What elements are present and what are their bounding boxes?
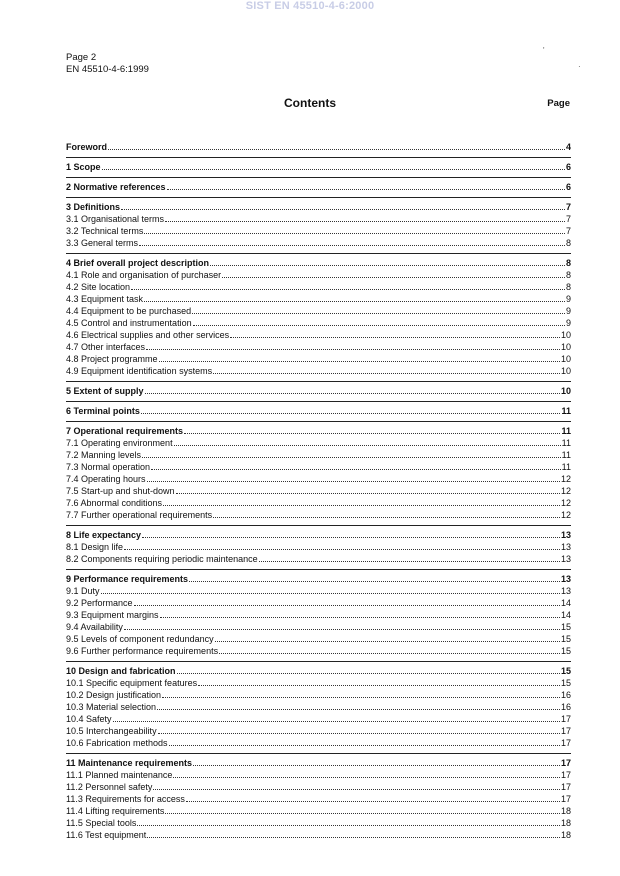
toc-entry-label: 3.3 General terms bbox=[66, 238, 139, 248]
toc-entry[interactable] bbox=[66, 541, 571, 553]
toc-entry-label: 10.5 Interchangeability bbox=[66, 726, 157, 736]
toc-entry-page: 11 bbox=[561, 462, 571, 472]
page-column-label: Page bbox=[547, 98, 570, 109]
toc-section bbox=[66, 138, 571, 157]
toc-entry-page: 10 bbox=[560, 354, 571, 364]
toc-entry-page: 12 bbox=[560, 498, 571, 508]
toc-section bbox=[66, 661, 571, 753]
dot-leader bbox=[165, 220, 565, 222]
toc-entry-label: 7.3 Normal operation bbox=[66, 462, 151, 472]
toc-section bbox=[66, 177, 571, 197]
toc-entry-page: 12 bbox=[560, 486, 571, 496]
toc-entry-label: 8 Life expectancy bbox=[66, 530, 142, 540]
toc-entry-page: 8 bbox=[565, 270, 571, 280]
toc-entry[interactable] bbox=[66, 621, 571, 633]
toc-entry-label: 3.1 Organisational terms bbox=[66, 214, 165, 224]
toc-entry[interactable] bbox=[66, 213, 571, 225]
scan-mark: · bbox=[578, 62, 581, 71]
dot-leader bbox=[210, 264, 565, 266]
toc-entry[interactable] bbox=[66, 509, 571, 521]
toc-entry-page: 17 bbox=[560, 726, 571, 736]
toc-entry-page: 14 bbox=[560, 610, 571, 620]
dot-leader bbox=[124, 548, 560, 550]
toc-entry-page: 7 bbox=[565, 214, 571, 224]
toc-heading[interactable] bbox=[66, 141, 571, 153]
toc-entry-page: 13 bbox=[560, 554, 571, 564]
toc-section bbox=[66, 157, 571, 177]
toc-entry-page: 6 bbox=[565, 162, 571, 172]
toc-entry-label: 9 Performance requirements bbox=[66, 574, 189, 584]
toc-entry-label: 7.7 Further operational requirements bbox=[66, 510, 213, 520]
dot-leader bbox=[198, 684, 560, 686]
dot-leader bbox=[102, 168, 565, 170]
dot-leader bbox=[215, 640, 560, 642]
dot-leader bbox=[192, 312, 565, 314]
toc-section bbox=[66, 753, 571, 845]
toc-entry-label: 9.1 Duty bbox=[66, 586, 100, 596]
toc-entry-label: 11.6 Test equipment bbox=[66, 830, 147, 840]
toc-entry[interactable] bbox=[66, 553, 571, 565]
toc-entry-page: 16 bbox=[560, 690, 571, 700]
toc-entry-label: 9.4 Availability bbox=[66, 622, 123, 632]
toc-heading[interactable] bbox=[66, 665, 571, 677]
toc-entry-label: 11.4 Lifting requirements bbox=[66, 806, 165, 816]
dot-leader bbox=[147, 836, 560, 838]
dot-leader bbox=[144, 300, 565, 302]
dot-leader bbox=[169, 744, 560, 746]
toc-heading[interactable] bbox=[66, 757, 571, 769]
toc-entry[interactable] bbox=[66, 225, 571, 237]
dot-leader bbox=[160, 616, 560, 618]
toc-entry-label: 11.3 Requirements for access bbox=[66, 794, 185, 804]
toc-entry[interactable] bbox=[66, 461, 571, 473]
toc-entry[interactable] bbox=[66, 817, 571, 829]
toc-entry-page: 9 bbox=[565, 318, 571, 328]
toc-entry-label: 7.4 Operating hours bbox=[66, 474, 146, 484]
toc-entry-label: 4.4 Equipment to be purchased bbox=[66, 306, 192, 316]
dot-leader bbox=[173, 776, 560, 778]
dot-leader bbox=[124, 628, 560, 630]
toc-entry[interactable] bbox=[66, 497, 571, 509]
toc-entry-label: 10.1 Specific equipment features bbox=[66, 678, 198, 688]
table-of-contents bbox=[66, 138, 571, 845]
page-number: Page 2 bbox=[66, 52, 97, 63]
dot-leader bbox=[177, 672, 560, 674]
toc-entry-label: 4.5 Control and instrumentation bbox=[66, 318, 192, 328]
toc-entry-page: 17 bbox=[560, 758, 571, 768]
toc-entry-label: 7.1 Operating environment bbox=[66, 438, 173, 448]
dot-leader bbox=[159, 360, 560, 362]
toc-entry-label: 1 Scope bbox=[66, 162, 101, 172]
toc-entry-label: 9.3 Equipment margins bbox=[66, 610, 159, 620]
toc-entry-page: 15 bbox=[560, 678, 571, 688]
toc-entry-page: 17 bbox=[560, 770, 571, 780]
toc-entry-label: 7.6 Abnormal conditions bbox=[66, 498, 163, 508]
toc-entry-label: 5 Extent of supply bbox=[66, 386, 144, 396]
dot-leader bbox=[158, 732, 560, 734]
toc-entry-page: 6 bbox=[565, 182, 571, 192]
toc-entry-label: 11.5 Special tools bbox=[66, 818, 137, 828]
dot-leader bbox=[213, 516, 560, 518]
toc-section bbox=[66, 253, 571, 381]
dot-leader bbox=[131, 288, 565, 290]
scan-mark: ' bbox=[543, 46, 545, 55]
toc-entry-label: 10.3 Material selection bbox=[66, 702, 157, 712]
dot-leader bbox=[144, 232, 565, 234]
dot-leader bbox=[145, 392, 560, 394]
toc-entry-page: 10 bbox=[560, 366, 571, 376]
toc-entry[interactable] bbox=[66, 677, 571, 689]
toc-entry-page: 9 bbox=[565, 306, 571, 316]
dot-leader bbox=[167, 188, 565, 190]
toc-entry[interactable] bbox=[66, 725, 571, 737]
toc-entry-page: 17 bbox=[560, 782, 571, 792]
dot-leader bbox=[153, 788, 560, 790]
toc-heading[interactable] bbox=[66, 385, 571, 397]
toc-entry-page: 16 bbox=[560, 702, 571, 712]
toc-entry-page: 17 bbox=[560, 794, 571, 804]
toc-entry-label: 9.5 Levels of component redundancy bbox=[66, 634, 214, 644]
standard-id: EN 45510-4-6:1999 bbox=[66, 64, 149, 75]
toc-entry-page: 12 bbox=[560, 474, 571, 484]
toc-entry-label: 11 Maintenance requirements bbox=[66, 758, 193, 768]
toc-entry-page: 7 bbox=[565, 226, 571, 236]
toc-entry[interactable] bbox=[66, 341, 571, 353]
toc-entry-label: 10.2 Design justification bbox=[66, 690, 162, 700]
toc-entry-page: 15 bbox=[560, 634, 571, 644]
toc-entry-page: 10 bbox=[560, 386, 571, 396]
toc-section bbox=[66, 569, 571, 661]
dot-leader bbox=[108, 148, 565, 150]
dot-leader bbox=[193, 324, 565, 326]
toc-entry[interactable] bbox=[66, 293, 571, 305]
toc-entry[interactable] bbox=[66, 485, 571, 497]
toc-entry-label: 7 Operational requirements bbox=[66, 426, 184, 436]
dot-leader bbox=[147, 480, 560, 482]
toc-entry[interactable] bbox=[66, 365, 571, 377]
dot-leader bbox=[189, 580, 560, 582]
page-header bbox=[66, 52, 149, 76]
toc-entry[interactable] bbox=[66, 633, 571, 645]
dot-leader bbox=[146, 348, 560, 350]
dot-leader bbox=[141, 412, 561, 414]
toc-entry-page: 18 bbox=[560, 830, 571, 840]
toc-entry-page: 11 bbox=[561, 438, 571, 448]
toc-heading[interactable] bbox=[66, 573, 571, 585]
toc-entry-label: 7.2 Manning levels bbox=[66, 450, 142, 460]
toc-entry-page: 13 bbox=[560, 542, 571, 552]
dot-leader bbox=[163, 504, 560, 506]
toc-entry[interactable] bbox=[66, 645, 571, 657]
toc-entry[interactable] bbox=[66, 269, 571, 281]
toc-entry-page: 4 bbox=[565, 142, 571, 152]
toc-entry[interactable] bbox=[66, 353, 571, 365]
dot-leader bbox=[162, 696, 560, 698]
toc-entry-label: 7.5 Start-up and shut-down bbox=[66, 486, 175, 496]
toc-entry-page: 15 bbox=[560, 646, 571, 656]
toc-entry[interactable] bbox=[66, 317, 571, 329]
toc-entry-page: 15 bbox=[560, 666, 571, 676]
dot-leader bbox=[219, 652, 560, 654]
toc-entry-label: 4.7 Other interfaces bbox=[66, 342, 146, 352]
toc-entry-page: 10 bbox=[560, 330, 571, 340]
toc-entry-label: 10 Design and fabrication bbox=[66, 666, 176, 676]
toc-entry[interactable] bbox=[66, 449, 571, 461]
toc-entry-page: 13 bbox=[560, 530, 571, 540]
toc-entry-label: 4.1 Role and organisation of purchaser bbox=[66, 270, 222, 280]
dot-leader bbox=[259, 560, 560, 562]
toc-entry-label: 10.6 Fabrication methods bbox=[66, 738, 168, 748]
toc-heading[interactable] bbox=[66, 529, 571, 541]
toc-heading[interactable] bbox=[66, 405, 571, 417]
toc-entry-page: 7 bbox=[565, 202, 571, 212]
toc-entry[interactable] bbox=[66, 805, 571, 817]
toc-entry-page: 11 bbox=[561, 406, 571, 416]
toc-section bbox=[66, 401, 571, 421]
toc-entry-page: 8 bbox=[565, 238, 571, 248]
toc-section bbox=[66, 197, 571, 253]
dot-leader bbox=[139, 244, 565, 246]
dot-leader bbox=[213, 372, 560, 374]
dot-leader bbox=[151, 468, 561, 470]
dot-leader bbox=[157, 708, 560, 710]
toc-entry-label: 4.9 Equipment identification systems bbox=[66, 366, 213, 376]
toc-entry-page: 13 bbox=[560, 586, 571, 596]
dot-leader bbox=[184, 432, 560, 434]
toc-entry-label: 8.1 Design life bbox=[66, 542, 124, 552]
toc-entry[interactable] bbox=[66, 737, 571, 749]
dot-leader bbox=[142, 536, 560, 538]
toc-entry-page: 10 bbox=[560, 342, 571, 352]
dot-leader bbox=[222, 276, 565, 278]
toc-entry-label: 4.3 Equipment task bbox=[66, 294, 144, 304]
toc-entry-page: 17 bbox=[560, 714, 571, 724]
toc-entry-page: 13 bbox=[560, 574, 571, 584]
dot-leader bbox=[174, 444, 561, 446]
toc-entry-page: 8 bbox=[565, 258, 571, 268]
toc-entry-label: 8.2 Components requiring periodic maintenance bbox=[66, 554, 258, 564]
dot-leader bbox=[186, 800, 560, 802]
toc-heading[interactable] bbox=[66, 257, 571, 269]
toc-entry[interactable] bbox=[66, 281, 571, 293]
toc-entry-label: 11.1 Planned maintenance bbox=[66, 770, 173, 780]
toc-entry-label: 4.8 Project programme bbox=[66, 354, 158, 364]
toc-entry-label: 6 Terminal points bbox=[66, 406, 140, 416]
toc-section bbox=[66, 421, 571, 525]
toc-section bbox=[66, 525, 571, 569]
toc-entry[interactable] bbox=[66, 305, 571, 317]
toc-entry[interactable] bbox=[66, 329, 571, 341]
toc-entry[interactable] bbox=[66, 781, 571, 793]
toc-entry[interactable] bbox=[66, 829, 571, 841]
toc-entry-label: 9.6 Further performance requirements bbox=[66, 646, 219, 656]
dot-leader bbox=[176, 492, 560, 494]
toc-entry-page: 18 bbox=[560, 818, 571, 828]
toc-entry[interactable] bbox=[66, 473, 571, 485]
toc-heading[interactable] bbox=[66, 201, 571, 213]
toc-entry-label: 11.2 Personnel safety bbox=[66, 782, 153, 792]
dot-leader bbox=[142, 456, 561, 458]
toc-entry-page: 9 bbox=[565, 294, 571, 304]
dot-leader bbox=[165, 812, 560, 814]
toc-entry-label: 3.2 Technical terms bbox=[66, 226, 144, 236]
dot-leader bbox=[193, 764, 560, 766]
toc-entry-label: 10.4 Safety bbox=[66, 714, 112, 724]
toc-entry[interactable] bbox=[66, 713, 571, 725]
toc-entry[interactable] bbox=[66, 585, 571, 597]
dot-leader bbox=[121, 208, 565, 210]
page-title: Contents bbox=[284, 96, 336, 110]
toc-entry[interactable] bbox=[66, 437, 571, 449]
dot-leader bbox=[113, 720, 560, 722]
toc-entry-page: 18 bbox=[560, 806, 571, 816]
toc-entry-label: 9.2 Performance bbox=[66, 598, 133, 608]
toc-entry[interactable] bbox=[66, 769, 571, 781]
toc-heading[interactable] bbox=[66, 161, 571, 173]
dot-leader bbox=[101, 592, 560, 594]
toc-entry[interactable] bbox=[66, 609, 571, 621]
toc-entry-label: 2 Normative references bbox=[66, 182, 166, 192]
dot-leader bbox=[137, 824, 560, 826]
dot-leader bbox=[230, 336, 560, 338]
toc-entry[interactable] bbox=[66, 793, 571, 805]
toc-entry[interactable] bbox=[66, 237, 571, 249]
toc-entry[interactable] bbox=[66, 597, 571, 609]
toc-section bbox=[66, 381, 571, 401]
toc-entry-label: 4 Brief overall project description bbox=[66, 258, 210, 268]
toc-entry-label: 3 Definitions bbox=[66, 202, 121, 212]
toc-heading[interactable] bbox=[66, 181, 571, 193]
toc-entry[interactable] bbox=[66, 689, 571, 701]
toc-entry-label: Foreword bbox=[66, 142, 108, 152]
toc-entry-page: 14 bbox=[560, 598, 571, 608]
toc-entry-page: 15 bbox=[560, 622, 571, 632]
dot-leader bbox=[134, 604, 560, 606]
toc-entry-label: 4.6 Electrical supplies and other services bbox=[66, 330, 230, 340]
toc-entry-page: 17 bbox=[560, 738, 571, 748]
toc-heading[interactable] bbox=[66, 425, 571, 437]
toc-entry-page: 11 bbox=[561, 450, 571, 460]
toc-entry-label: 4.2 Site location bbox=[66, 282, 131, 292]
watermark: SIST EN 45510-4-6:2000 bbox=[245, 0, 375, 12]
toc-entry-page: 8 bbox=[565, 282, 571, 292]
toc-entry-page: 11 bbox=[561, 426, 571, 436]
toc-entry[interactable] bbox=[66, 701, 571, 713]
toc-entry-page: 12 bbox=[560, 510, 571, 520]
